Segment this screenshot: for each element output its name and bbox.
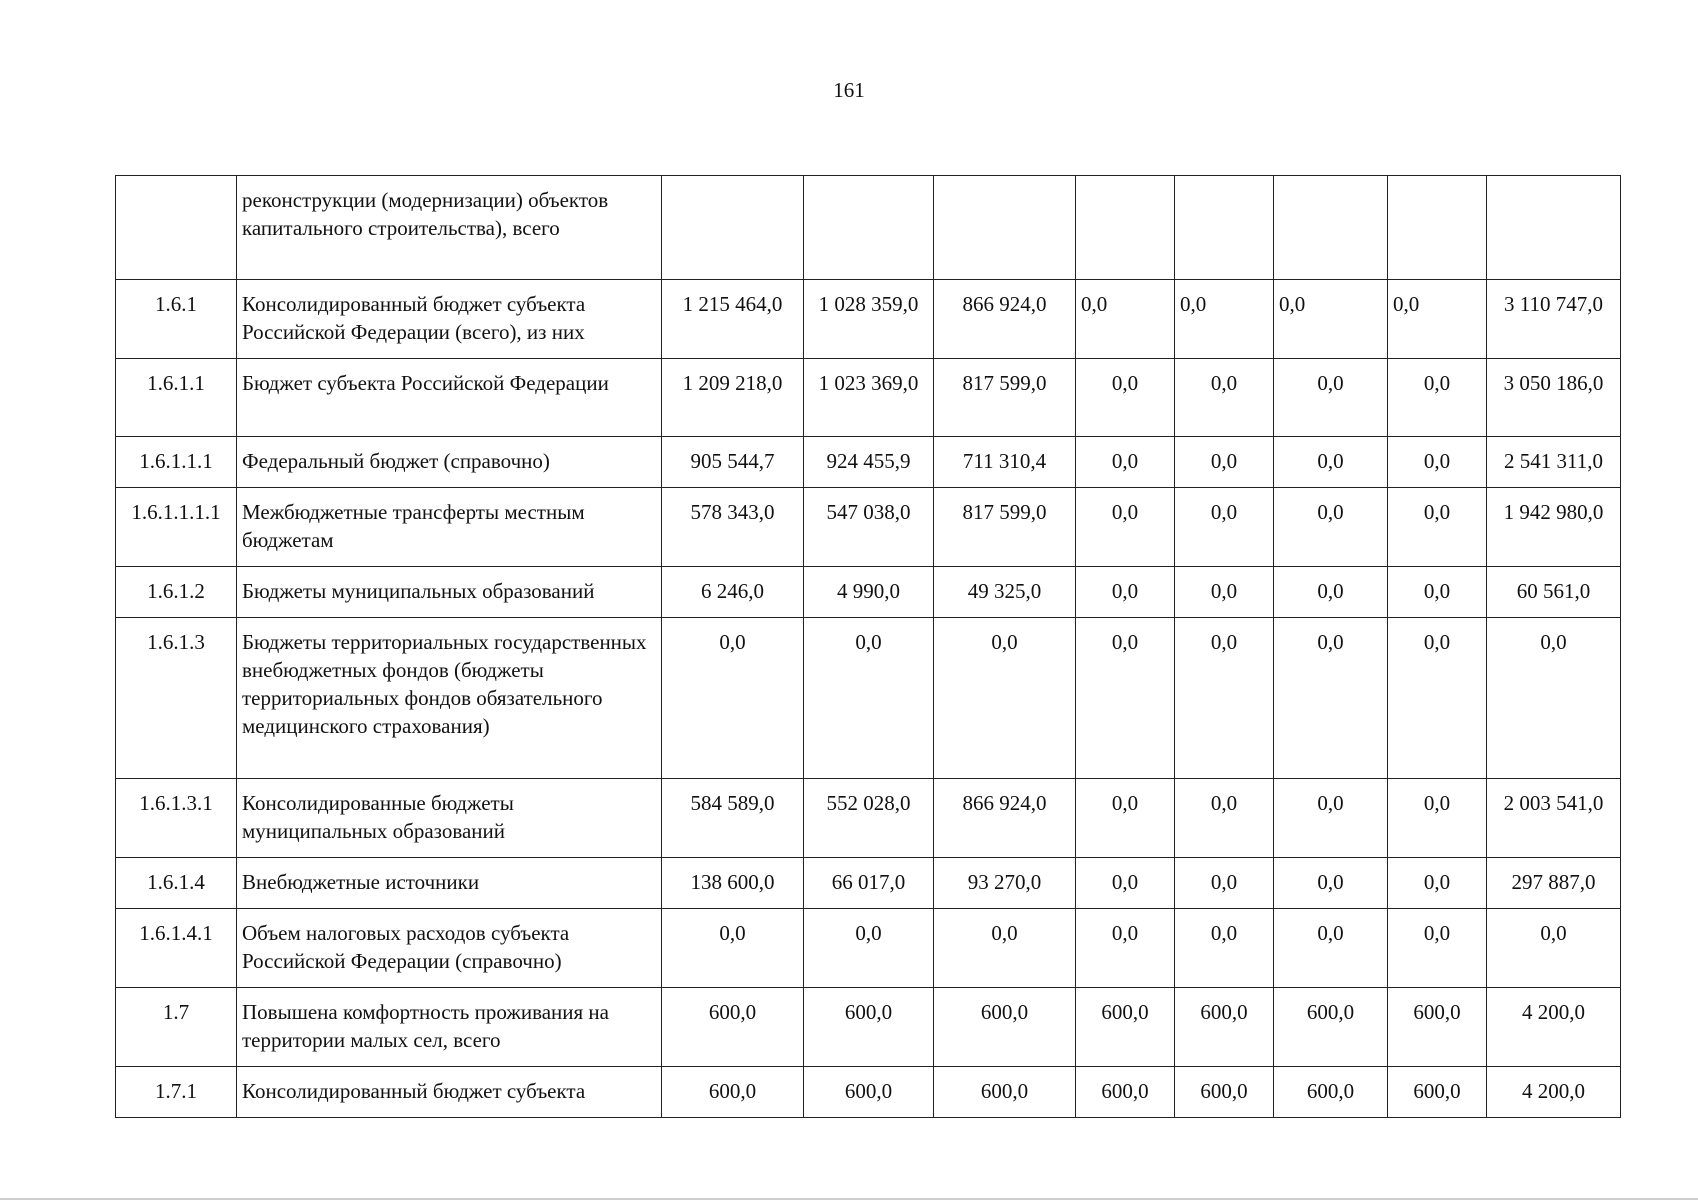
value-cell: 0,0 [1274, 779, 1388, 858]
value-cell: 600,0 [1274, 1067, 1388, 1118]
value-cell: 0,0 [1175, 488, 1274, 567]
table-row [116, 858, 1621, 909]
value-cell [1274, 176, 1388, 280]
value-cell: 0,0 [662, 618, 804, 779]
value-cell: 0,0 [804, 909, 934, 988]
value-cell: 66 017,0 [804, 858, 934, 909]
value-cell: 0,0 [1388, 858, 1487, 909]
value-cell [662, 176, 804, 280]
value-cell: 1 023 369,0 [804, 359, 934, 437]
value-cell: 600,0 [804, 1067, 934, 1118]
value-cell: 0,0 [1274, 359, 1388, 437]
value-cell: 0,0 [1076, 618, 1175, 779]
value-cell: 49 325,0 [934, 567, 1076, 618]
value-cell: 0,0 [1274, 567, 1388, 618]
value-cell: 0,0 [1388, 359, 1487, 437]
value-cell: 600,0 [934, 988, 1076, 1067]
row-name: Объем налоговых расходов субъекта Российской Федерации (справочно) [237, 909, 662, 988]
table-row [116, 488, 1621, 567]
value-cell: 578 343,0 [662, 488, 804, 567]
value-cell: 0,0 [1388, 618, 1487, 779]
value-cell: 711 310,4 [934, 437, 1076, 488]
table-row [116, 437, 1621, 488]
row-name: Консолидированные бюджеты муниципальных образований [237, 779, 662, 858]
value-cell: 0,0 [1175, 909, 1274, 988]
total-cell: 297 887,0 [1487, 858, 1621, 909]
row-code: 1.6.1.4.1 [116, 909, 237, 988]
value-cell: 600,0 [934, 1067, 1076, 1118]
value-cell: 0,0 [934, 909, 1076, 988]
value-cell: 1 209 218,0 [662, 359, 804, 437]
row-code: 1.6.1.2 [116, 567, 237, 618]
table-row [116, 988, 1621, 1067]
value-cell: 0,0 [1274, 618, 1388, 779]
value-cell: 547 038,0 [804, 488, 934, 567]
value-cell: 0,0 [1175, 858, 1274, 909]
value-cell: 0,0 [1175, 280, 1274, 359]
value-cell: 0,0 [1076, 359, 1175, 437]
value-cell: 0,0 [1175, 618, 1274, 779]
total-cell: 2 541 311,0 [1487, 437, 1621, 488]
row-name: Федеральный бюджет (справочно) [237, 437, 662, 488]
row-code: 1.6.1.3 [116, 618, 237, 779]
table-row [116, 359, 1621, 437]
value-cell: 924 455,9 [804, 437, 934, 488]
row-code [116, 176, 237, 280]
value-cell: 0,0 [1388, 280, 1487, 359]
value-cell: 0,0 [1388, 909, 1487, 988]
value-cell: 817 599,0 [934, 359, 1076, 437]
row-code: 1.6.1.1.1.1 [116, 488, 237, 567]
row-code: 1.7 [116, 988, 237, 1067]
value-cell: 0,0 [1076, 437, 1175, 488]
value-cell: 0,0 [1175, 567, 1274, 618]
row-code: 1.6.1.1.1 [116, 437, 237, 488]
table-row [116, 909, 1621, 988]
value-cell: 0,0 [1076, 858, 1175, 909]
row-name: реконструкции (модернизации) объектов капитального строительства), всего [237, 176, 662, 280]
total-cell: 3 050 186,0 [1487, 359, 1621, 437]
total-cell: 4 200,0 [1487, 988, 1621, 1067]
value-cell: 866 924,0 [934, 779, 1076, 858]
value-cell: 584 589,0 [662, 779, 804, 858]
value-cell: 866 924,0 [934, 280, 1076, 359]
value-cell: 0,0 [1388, 567, 1487, 618]
value-cell: 0,0 [1076, 488, 1175, 567]
row-code: 1.6.1.1 [116, 359, 237, 437]
value-cell: 600,0 [1388, 988, 1487, 1067]
value-cell: 0,0 [1076, 909, 1175, 988]
table-row [116, 280, 1621, 359]
value-cell: 6 246,0 [662, 567, 804, 618]
value-cell: 0,0 [662, 909, 804, 988]
value-cell: 0,0 [1388, 779, 1487, 858]
table-row [116, 618, 1621, 779]
value-cell: 600,0 [662, 988, 804, 1067]
table-row [116, 567, 1621, 618]
value-cell [1076, 176, 1175, 280]
value-cell: 817 599,0 [934, 488, 1076, 567]
total-cell: 1 942 980,0 [1487, 488, 1621, 567]
row-name: Внебюджетные источники [237, 858, 662, 909]
value-cell: 0,0 [1076, 779, 1175, 858]
row-code: 1.6.1 [116, 280, 237, 359]
value-cell: 0,0 [1076, 567, 1175, 618]
value-cell: 600,0 [1076, 1067, 1175, 1118]
value-cell [1175, 176, 1274, 280]
value-cell: 600,0 [1274, 988, 1388, 1067]
value-cell: 138 600,0 [662, 858, 804, 909]
row-name: Бюджет субъекта Российской Федерации [237, 359, 662, 437]
page-number: 161 [833, 78, 865, 102]
table-row [116, 1067, 1621, 1118]
value-cell: 0,0 [1175, 437, 1274, 488]
value-cell: 600,0 [1175, 1067, 1274, 1118]
value-cell [804, 176, 934, 280]
value-cell: 4 990,0 [804, 567, 934, 618]
row-name: Консолидированный бюджет субъекта [237, 1067, 662, 1118]
value-cell: 0,0 [1274, 488, 1388, 567]
row-name: Повышена комфортность проживания на территории малых сел, всего [237, 988, 662, 1067]
table-row [116, 176, 1621, 280]
budget-table [115, 175, 1621, 1118]
total-cell: 60 561,0 [1487, 567, 1621, 618]
total-cell: 2 003 541,0 [1487, 779, 1621, 858]
total-cell: 0,0 [1487, 618, 1621, 779]
value-cell: 0,0 [1274, 437, 1388, 488]
value-cell: 0,0 [1175, 779, 1274, 858]
value-cell: 0,0 [1076, 280, 1175, 359]
row-name: Бюджеты муниципальных образований [237, 567, 662, 618]
value-cell [934, 176, 1076, 280]
value-cell: 552 028,0 [804, 779, 934, 858]
row-code: 1.6.1.3.1 [116, 779, 237, 858]
table-row [116, 779, 1621, 858]
value-cell: 600,0 [1388, 1067, 1487, 1118]
total-cell: 3 110 747,0 [1487, 280, 1621, 359]
value-cell: 600,0 [804, 988, 934, 1067]
row-name: Бюджеты территориальных государственных внебюджетных фондов (бюджеты территориальных фондов обязательного медицинского страхования) [237, 618, 662, 779]
total-cell: 0,0 [1487, 909, 1621, 988]
row-name: Межбюджетные трансферты местным бюджетам [237, 488, 662, 567]
total-cell: 4 200,0 [1487, 1067, 1621, 1118]
value-cell: 93 270,0 [934, 858, 1076, 909]
value-cell: 1 028 359,0 [804, 280, 934, 359]
value-cell [1388, 176, 1487, 280]
row-name: Консолидированный бюджет субъекта Российской Федерации (всего), из них [237, 280, 662, 359]
value-cell: 0,0 [1388, 437, 1487, 488]
row-code: 1.7.1 [116, 1067, 237, 1118]
value-cell: 600,0 [1175, 988, 1274, 1067]
value-cell: 0,0 [1388, 488, 1487, 567]
value-cell: 0,0 [1274, 909, 1388, 988]
value-cell: 0,0 [804, 618, 934, 779]
value-cell: 600,0 [662, 1067, 804, 1118]
value-cell: 0,0 [1274, 280, 1388, 359]
total-cell [1487, 176, 1621, 280]
value-cell: 0,0 [1175, 359, 1274, 437]
value-cell: 600,0 [1076, 988, 1175, 1067]
row-code: 1.6.1.4 [116, 858, 237, 909]
value-cell: 1 215 464,0 [662, 280, 804, 359]
value-cell: 0,0 [934, 618, 1076, 779]
value-cell: 0,0 [1274, 858, 1388, 909]
value-cell: 905 544,7 [662, 437, 804, 488]
